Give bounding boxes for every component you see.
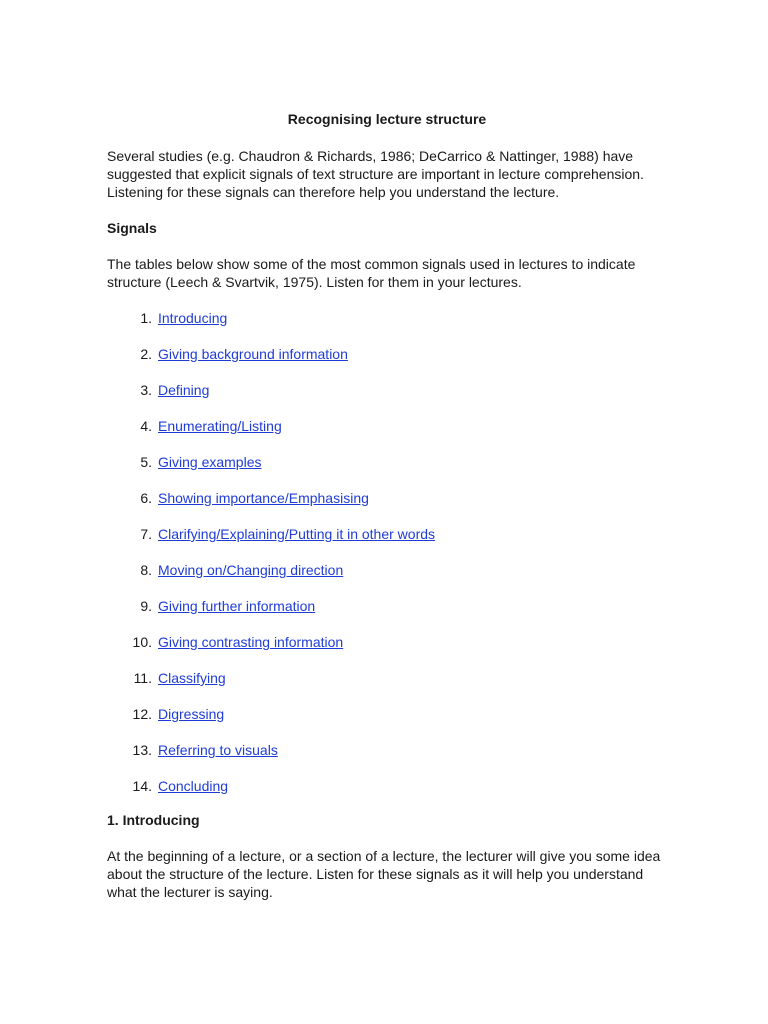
link-moving-on[interactable]: Moving on/Changing direction [158,562,344,578]
link-referring-to-visuals[interactable]: Referring to visuals [158,742,278,758]
list-item-number: 8. [140,562,152,578]
list-item [107,561,667,579]
list-item [107,741,667,759]
link-introducing[interactable]: Introducing [158,310,228,326]
list-item [107,417,667,435]
list-item [107,633,667,651]
list-item [107,777,667,795]
list-item [107,525,667,543]
page-title: Recognising lecture structure [287,111,487,127]
list-item-number: 5. [140,454,152,470]
section-introducing-heading: 1. Introducing [107,812,200,828]
list-item-number: 1. [140,310,152,326]
link-giving-examples[interactable]: Giving examples [158,454,262,470]
list-item-number: 2. [140,346,152,362]
list-item-number: 11. [133,670,152,686]
list-item-number: 12. [132,706,152,722]
link-defining[interactable]: Defining [158,382,210,398]
list-item-number: 3. [140,382,152,398]
list-item-number: 13. [132,742,152,758]
link-concluding[interactable]: Concluding [158,778,229,794]
list-item-number: 14. [132,778,152,794]
signals-heading: Signals [107,220,157,236]
link-classifying[interactable]: Classifying [158,670,226,686]
list-item-number: 10. [132,634,152,650]
list-item [107,669,667,687]
list-item [107,309,667,327]
link-showing-importance[interactable]: Showing importance/Emphasising [158,490,369,506]
signals-paragraph: The tables below show some of the most common signals used in lectures to indicate structure (Leech & Svartvik, 1975). Listen for them in your lectures. [107,256,636,290]
list-item-number: 9. [140,598,152,614]
list-item [107,489,667,507]
section-introducing-paragraph: At the beginning of a lecture, or a section of a lecture, the lecturer will give you some idea about the structure of the lecture. Listen for these signals as it will help you understand what the lecturer is saying. [107,848,661,900]
intro-paragraph: Several studies (e.g. Chaudron & Richards, 1986; DeCarrico & Nattinger, 1988) have suggested that explicit signals of text structure are important in lecture comprehension. Listening for these signals can therefore help you understand the lecture. [107,148,644,200]
link-digressing[interactable]: Digressing [158,706,225,722]
link-giving-contrasting-information[interactable]: Giving contrasting information [158,634,344,650]
link-clarifying-explaining[interactable]: Clarifying/Explaining/Putting it in other words [158,526,436,542]
link-enumerating-listing[interactable]: Enumerating/Listing [158,418,282,434]
list-item [107,597,667,615]
signals-list [107,309,667,795]
list-item-number: 4. [140,418,152,434]
list-item [107,345,667,363]
list-item-number: 7. [140,526,152,542]
link-giving-background-information[interactable]: Giving background information [158,346,348,362]
link-giving-further-information[interactable]: Giving further information [158,598,316,614]
document-page [107,110,667,919]
list-item [107,453,667,471]
list-item [107,705,667,723]
list-item-number: 6. [140,490,152,506]
list-item [107,381,667,399]
